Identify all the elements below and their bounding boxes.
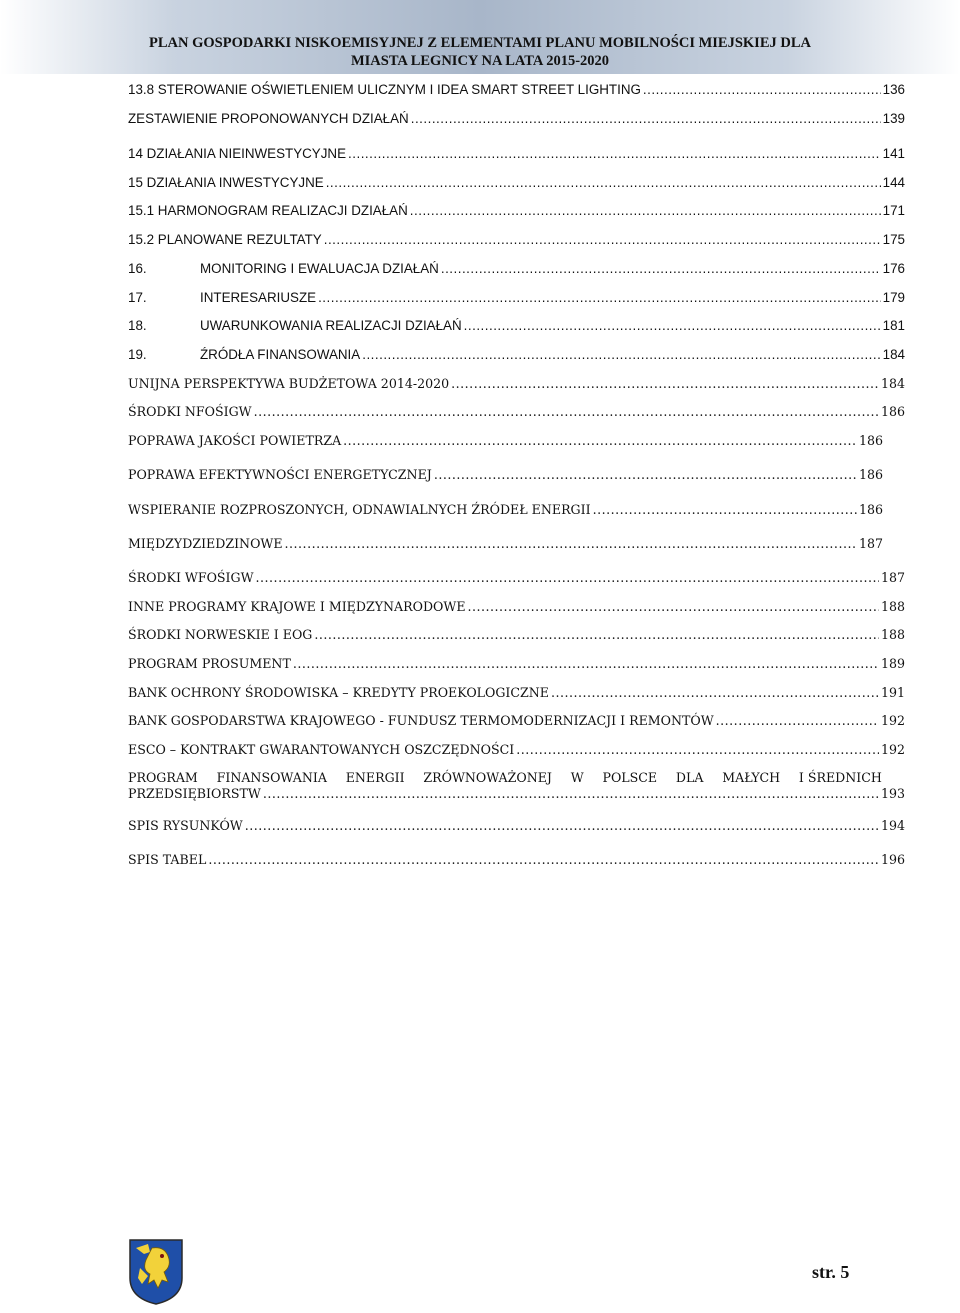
toc-leader-dots [324, 232, 881, 248]
toc-entry-title: MIĘDZYDZIEDZINOWE [128, 536, 283, 551]
toc-entry-page: 187 [858, 536, 883, 551]
toc-entry-title: INTERESARIUSZE [200, 290, 317, 305]
toc-entry-title: UNIJNA PERSPEKTYWA BUDŻETOWA 2014-2020 [128, 376, 450, 391]
toc-entry-title: BANK OCHRONY ŚRODOWISKA – KREDYTY PROEKOLOGICZNE [128, 685, 549, 700]
toc-leader-dots [318, 290, 881, 306]
toc-entry[interactable] [128, 232, 905, 248]
toc-leader-dots [516, 742, 879, 758]
toc-entry-page: 186 [858, 433, 883, 448]
toc-entry[interactable] [128, 852, 905, 868]
toc-entry[interactable] [128, 433, 883, 449]
toc-leader-dots [348, 146, 881, 162]
toc-entry-title: 14 DZIAŁANIA NIEINWESTYCYJNE [128, 146, 347, 161]
toc-entry[interactable] [128, 599, 905, 615]
toc-entry[interactable] [128, 742, 905, 758]
toc-leader-dots [468, 599, 879, 615]
toc-leader-dots [314, 627, 879, 643]
toc-entry-number: 16. [128, 261, 147, 276]
toc-entry-page: 186 [880, 404, 905, 419]
toc-leader-dots [285, 536, 857, 552]
toc-entry[interactable] [128, 656, 905, 672]
toc-word: ZRÓWNOWAŻONEJ [423, 770, 552, 785]
toc-word: FINANSOWANIA [216, 770, 327, 785]
coat-of-arms-icon [128, 1238, 184, 1306]
toc-entry-title: SPIS RYSUNKÓW [128, 818, 243, 833]
toc-entry-title-line-1 [128, 770, 882, 786]
toc-entry-title: WSPIERANIE ROZPROSZONYCH, ODNAWIALNYCH ŹRÓDEŁ ENERGII [128, 502, 591, 517]
toc-entry-multiline[interactable] [128, 770, 905, 802]
toc-leader-dots [643, 82, 881, 98]
toc-entry[interactable] [128, 82, 905, 98]
toc-entry[interactable] [128, 685, 905, 701]
toc-entry[interactable] [128, 175, 905, 191]
toc-leader-dots [716, 713, 879, 729]
toc-entry-page: 184 [882, 347, 905, 362]
toc-entry[interactable] [128, 290, 905, 306]
toc-entry-page: 181 [882, 318, 905, 333]
toc-word: ENERGII [345, 770, 405, 785]
toc-entry[interactable] [128, 203, 905, 219]
toc-entry[interactable] [128, 627, 905, 643]
toc-entry-title: SPIS TABEL [128, 852, 207, 867]
toc-entry-title: 13.8 STEROWANIE OŚWIETLENIEM ULICZNYM I IDEA SMART STREET LIGHTING [128, 82, 641, 97]
header-title-line-2: MIASTA LEGNICY NA LATA 2015-2020 [350, 53, 610, 69]
toc-entry-title: UWARUNKOWANIA REALIZACJI DZIAŁAŃ [200, 318, 462, 333]
toc-leader-dots [464, 318, 881, 334]
toc-entry[interactable] [128, 261, 905, 277]
toc-entry-page: 139 [882, 111, 905, 126]
toc-leader-dots [593, 502, 857, 518]
toc-entry-number: 18. [128, 318, 147, 333]
toc-leader-dots [441, 261, 881, 277]
toc-entry-page: 188 [880, 599, 905, 614]
toc-leader-dots [208, 852, 879, 868]
toc-leader-dots [245, 818, 879, 834]
toc-word: I ŚREDNICH [798, 770, 882, 785]
toc-entry-title: MONITORING I EWALUACJA DZIAŁAŃ [200, 261, 439, 276]
toc-entry[interactable] [128, 713, 905, 729]
toc-leader-dots [451, 376, 879, 392]
toc-leader-dots [293, 656, 879, 672]
toc-entry-title: ŚRODKI NFOŚIGW [128, 404, 252, 419]
toc-leader-dots [326, 175, 881, 191]
toc-entry-title: PROGRAM PROSUMENT [128, 656, 291, 671]
toc-entry-page: 194 [880, 818, 905, 833]
toc-leader-dots [256, 570, 879, 586]
toc-entry-page: 179 [882, 290, 905, 305]
toc-entry-page: 144 [882, 175, 905, 190]
toc-entry-title: 15.2 PLANOWANE REZULTATY [128, 232, 322, 247]
toc-word: DLA [675, 770, 704, 785]
toc-entry[interactable] [128, 570, 905, 586]
toc-entry-title: ŚRODKI NORWESKIE I EOG [128, 627, 313, 642]
toc-entry[interactable] [128, 404, 905, 420]
toc-entry-page: 193 [880, 786, 905, 801]
toc-entry-page: 186 [858, 502, 883, 517]
toc-leader-dots [362, 347, 880, 363]
toc-entry-page: 192 [880, 742, 905, 757]
toc-entry-title: POPRAWA JAKOŚCI POWIETRZA [128, 433, 342, 448]
toc-word: W [570, 770, 584, 785]
toc-entry[interactable] [128, 146, 905, 162]
toc-leader-dots [263, 786, 879, 802]
toc-entry-page: 192 [880, 713, 905, 728]
toc-entry-page: 136 [882, 82, 905, 97]
toc-leader-dots [551, 685, 879, 701]
toc-leader-dots [254, 404, 879, 420]
toc-entry-number: 17. [128, 290, 147, 305]
toc-entry-page: 188 [880, 627, 905, 642]
toc-entry-title: 15.1 HARMONOGRAM REALIZACJI DZIAŁAŃ [128, 203, 408, 218]
toc-entry-page: 186 [858, 467, 883, 482]
header-title-line-1: PLAN GOSPODARKI NISKOEMISYJNEJ Z ELEMENTAMI PLANU MOBILNOŚCI MIEJSKIEJ DLA [149, 35, 811, 51]
toc-entry[interactable] [128, 111, 905, 127]
toc-entry-title: ŚRODKI WFOŚIGW [128, 570, 254, 585]
toc-entry[interactable] [128, 318, 905, 334]
toc-entry[interactable] [128, 347, 905, 363]
toc-entry-page: 141 [882, 146, 905, 161]
page-number: str. 5 [812, 1262, 850, 1282]
toc-entry[interactable] [128, 536, 883, 552]
toc-word: PROGRAM [128, 770, 198, 785]
toc-entry-title: ŹRÓDŁA FINANSOWANIA [200, 347, 361, 362]
toc-entry-page: 176 [882, 261, 905, 276]
toc-entry-title: PRZEDSIĘBIORSTW [128, 786, 261, 801]
toc-entry-title: 15 DZIAŁANIA INWESTYCYJNE [128, 175, 324, 190]
toc-word: MAŁYCH [722, 770, 781, 785]
toc-entry[interactable] [128, 818, 905, 834]
toc-entry-title: ESCO – KONTRAKT GWARANTOWANYCH OSZCZĘDNOŚCI [128, 742, 515, 757]
toc-entry-page: 175 [882, 232, 905, 247]
toc-entry-page: 171 [882, 203, 905, 218]
toc-word: POLSCE [602, 770, 658, 785]
toc-leader-dots [411, 111, 881, 127]
toc-entry-page: 191 [880, 685, 905, 700]
toc-leader-dots [434, 467, 857, 483]
toc-leader-dots [410, 203, 881, 219]
toc-entry-number: 19. [128, 347, 147, 362]
toc-entry-page: 196 [880, 852, 905, 867]
toc-entry[interactable] [128, 502, 883, 518]
toc-entry-title-line-2 [128, 786, 905, 802]
toc-entry-title: ZESTAWIENIE PROPONOWANYCH DZIAŁAŃ [128, 111, 409, 126]
toc-entry[interactable] [128, 376, 905, 392]
toc-entry-page: 189 [880, 656, 905, 671]
toc-leader-dots [343, 433, 857, 449]
toc-entry-page: 187 [880, 570, 905, 585]
toc-entry-title: INNE PROGRAMY KRAJOWE I MIĘDZYNARODOWE [128, 599, 466, 614]
toc-entry-page: 184 [880, 376, 905, 391]
toc-entry-title: POPRAWA EFEKTYWNOŚCI ENERGETYCZNEJ [128, 467, 432, 482]
toc-entry-title: BANK GOSPODARSTWA KRAJOWEGO - FUNDUSZ TERMOMODERNIZACJI I REMONTÓW [128, 713, 714, 728]
toc-entry[interactable] [128, 467, 883, 483]
